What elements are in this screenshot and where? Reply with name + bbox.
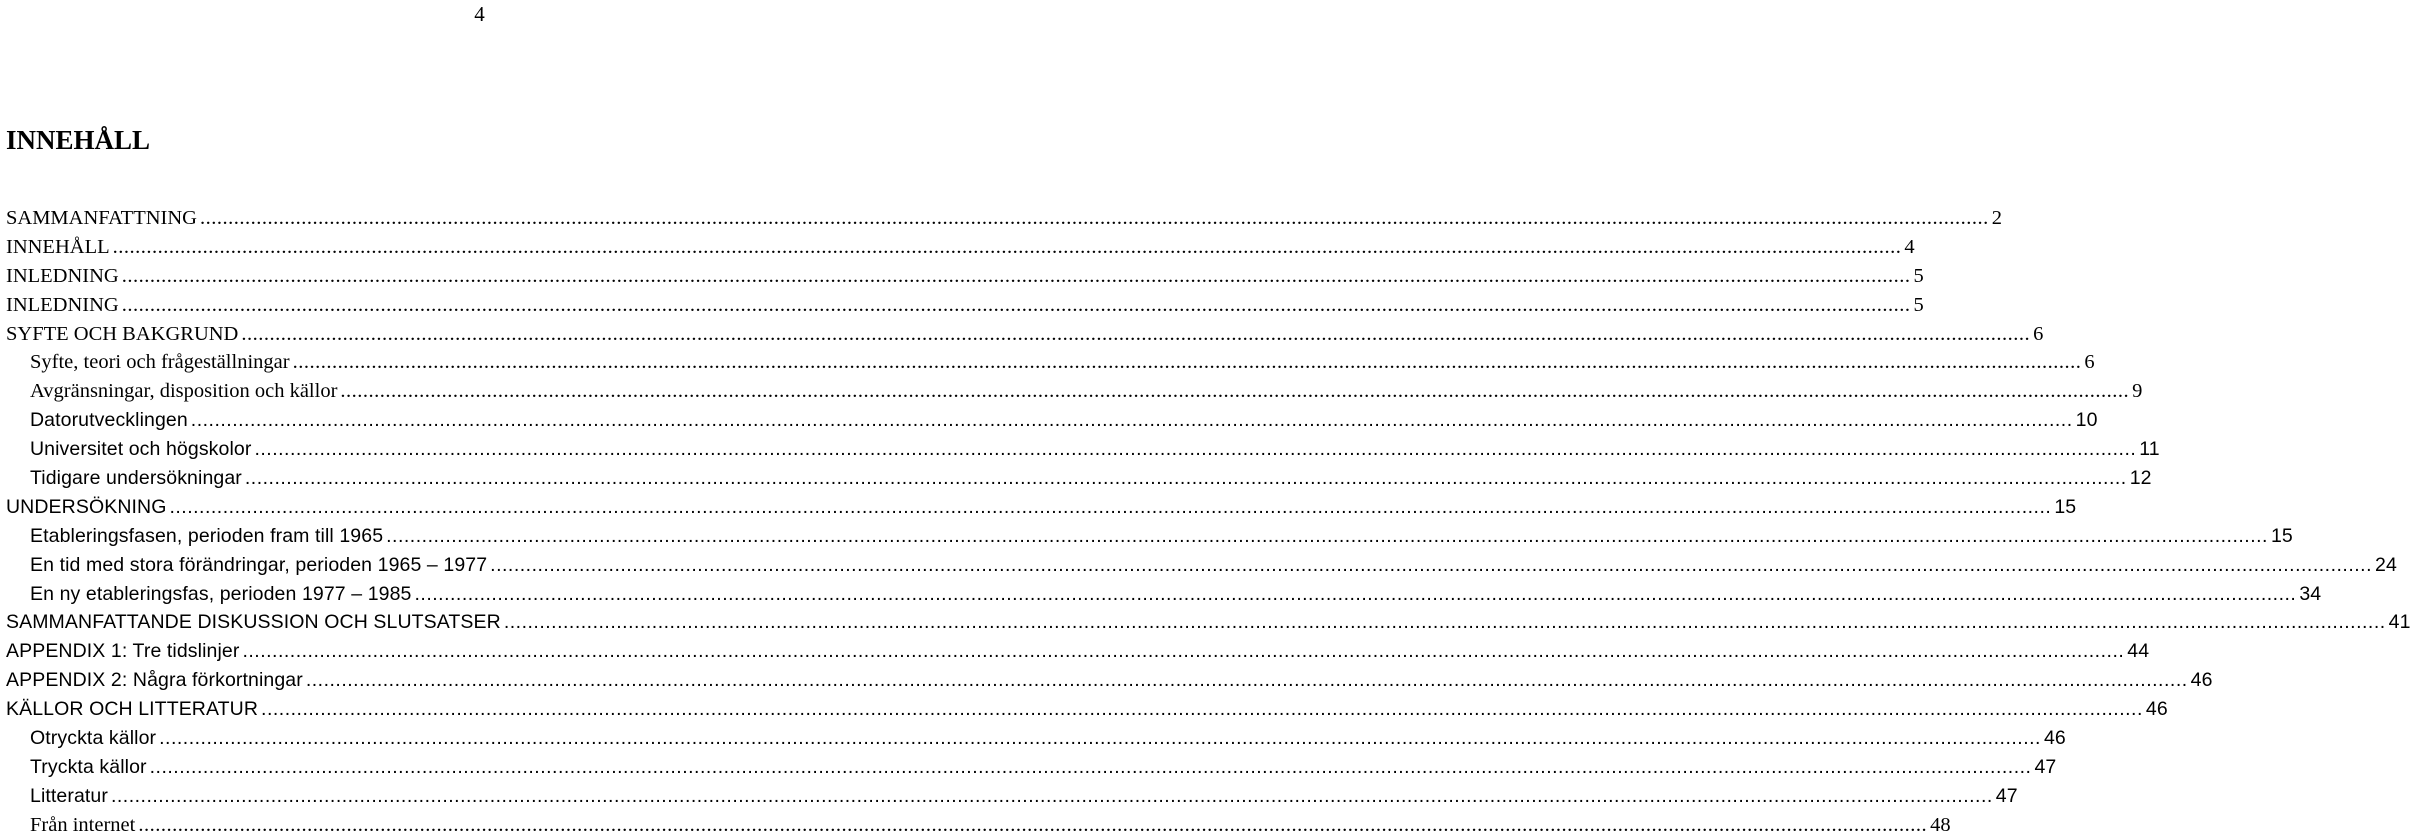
toc-entry-page: 2 — [1991, 207, 2002, 229]
toc-dot-leader — [150, 753, 2032, 782]
toc-entry[interactable] — [6, 464, 2152, 493]
toc-entry[interactable] — [6, 493, 2077, 522]
toc-entry[interactable] — [6, 291, 1924, 320]
toc-entry-label: APPENDIX 1: Tre tidslinjer — [6, 640, 240, 663]
toc-entry[interactable] — [6, 724, 2066, 753]
toc-entry-label: APPENDIX 2: Några förkortningar — [6, 669, 303, 692]
toc-entry[interactable] — [6, 522, 2293, 551]
toc-dot-leader — [490, 551, 2372, 580]
toc-entry-page: 47 — [1995, 784, 2018, 807]
page-title: INNEHÅLL — [6, 125, 151, 155]
toc-entry-label: Litteratur — [30, 784, 108, 807]
toc-entry-label: INNEHÅLL — [6, 235, 110, 258]
toc-entry[interactable] — [6, 551, 2397, 580]
toc-entry-page: 4 — [1904, 235, 1915, 258]
toc-entry-label: INLEDNING — [6, 293, 119, 316]
toc-dot-leader — [340, 377, 2129, 406]
toc-dot-leader — [504, 608, 2386, 637]
toc-entry-label: Universitet och högskolor — [30, 438, 252, 461]
toc-entry[interactable] — [6, 320, 2044, 349]
toc-entry-label: Från internet — [30, 813, 136, 836]
toc-dot-leader — [169, 493, 2051, 522]
toc-entry-label: INLEDNING — [6, 264, 119, 287]
toc-dot-leader — [138, 811, 1927, 840]
toc-entry-page: 5 — [1913, 293, 1924, 316]
toc-entry-page: 5 — [1913, 264, 1924, 287]
toc-dot-leader — [122, 291, 1911, 320]
toc-entry-page: 41 — [2388, 611, 2411, 634]
toc-dot-leader — [245, 464, 2127, 493]
toc-entry-page: 11 — [2139, 438, 2160, 461]
toc-entry-page: 47 — [2034, 755, 2057, 778]
toc-entry[interactable] — [6, 233, 1915, 262]
toc-entry[interactable] — [6, 580, 2322, 609]
toc-entry[interactable] — [6, 377, 2143, 406]
toc-dot-leader — [111, 782, 1993, 811]
toc-entry-label: Datorutvecklingen — [30, 409, 188, 432]
toc-entry[interactable] — [6, 406, 2098, 435]
toc-entry-page: 9 — [2132, 380, 2143, 403]
toc-entry-page: 46 — [2190, 669, 2213, 692]
toc-entry[interactable] — [6, 262, 1924, 291]
toc-entry-page: 15 — [2270, 524, 2293, 547]
toc-entry-page: 15 — [2054, 495, 2077, 518]
toc-entry-label: En ny etableringsfas, perioden 1977 – 1985 — [30, 582, 412, 605]
toc-dot-leader — [200, 204, 1989, 233]
toc-dot-leader — [306, 666, 2188, 695]
page-number: 4 — [474, 2, 485, 26]
toc-entry-label: Tryckta källor — [30, 755, 147, 778]
toc-entry-label: SAMMANFATTNING — [6, 207, 197, 229]
toc-entry[interactable] — [6, 435, 2160, 464]
toc-entry-page: 46 — [2145, 698, 2168, 721]
toc-entry-page: 6 — [2084, 351, 2095, 374]
toc-entry-page: 24 — [2375, 553, 2397, 576]
toc-dot-leader — [241, 320, 2030, 349]
toc-entry-label: SAMMANFATTANDE DISKUSSION OCH SLUTSATSER — [6, 611, 501, 634]
toc-entry-page: 34 — [2299, 582, 2322, 605]
toc-entry-page: 46 — [2043, 727, 2066, 750]
toc-dot-leader — [386, 522, 2268, 551]
toc-dot-leader — [261, 695, 2143, 724]
toc-entry[interactable] — [6, 782, 2018, 811]
toc-dot-leader — [414, 580, 2296, 609]
toc-entry[interactable] — [6, 811, 1951, 840]
toc-entry-label: Etableringsfasen, perioden fram till 1965 — [30, 524, 384, 547]
toc-entry-page: 44 — [2127, 640, 2150, 663]
toc-entry[interactable] — [6, 608, 2411, 637]
toc-entry-page: 6 — [2033, 322, 2044, 345]
toc-entry-label: En tid med stora förändringar, perioden 1965 – 1977 — [30, 553, 488, 576]
toc-dot-leader — [254, 435, 2136, 464]
toc-dot-leader — [122, 262, 1911, 291]
toc-dot-leader — [113, 233, 1902, 262]
toc-dot-leader — [293, 348, 2082, 377]
toc-entry-label: Avgränsningar, disposition och källor — [30, 380, 338, 403]
toc-entry-label: Syfte, teori och frågeställningar — [30, 351, 290, 374]
toc-dot-leader — [159, 724, 2041, 753]
toc-entry[interactable] — [6, 637, 2150, 666]
toc-entry[interactable] — [6, 666, 2213, 695]
toc-entry-label: UNDERSÖKNING — [6, 495, 167, 518]
toc-entry-label: KÄLLOR OCH LITTERATUR — [6, 698, 259, 721]
toc-dot-leader — [242, 637, 2124, 666]
toc-entry[interactable] — [6, 695, 2168, 724]
toc-entry[interactable] — [6, 753, 2057, 782]
toc-entry-label: Otryckta källor — [30, 727, 157, 750]
toc-entry-page: 12 — [2129, 467, 2152, 490]
toc-entry[interactable] — [6, 204, 2002, 233]
toc-dot-leader — [191, 406, 2073, 435]
toc-entry-label: Tidigare undersökningar — [30, 467, 242, 490]
toc-entry-label: SYFTE OCH BAKGRUND — [6, 322, 239, 345]
table-of-contents — [6, 204, 2411, 840]
toc-entry-page: 48 — [1930, 813, 1951, 836]
toc-entry[interactable] — [6, 348, 2095, 377]
toc-entry-page: 10 — [2075, 409, 2098, 432]
